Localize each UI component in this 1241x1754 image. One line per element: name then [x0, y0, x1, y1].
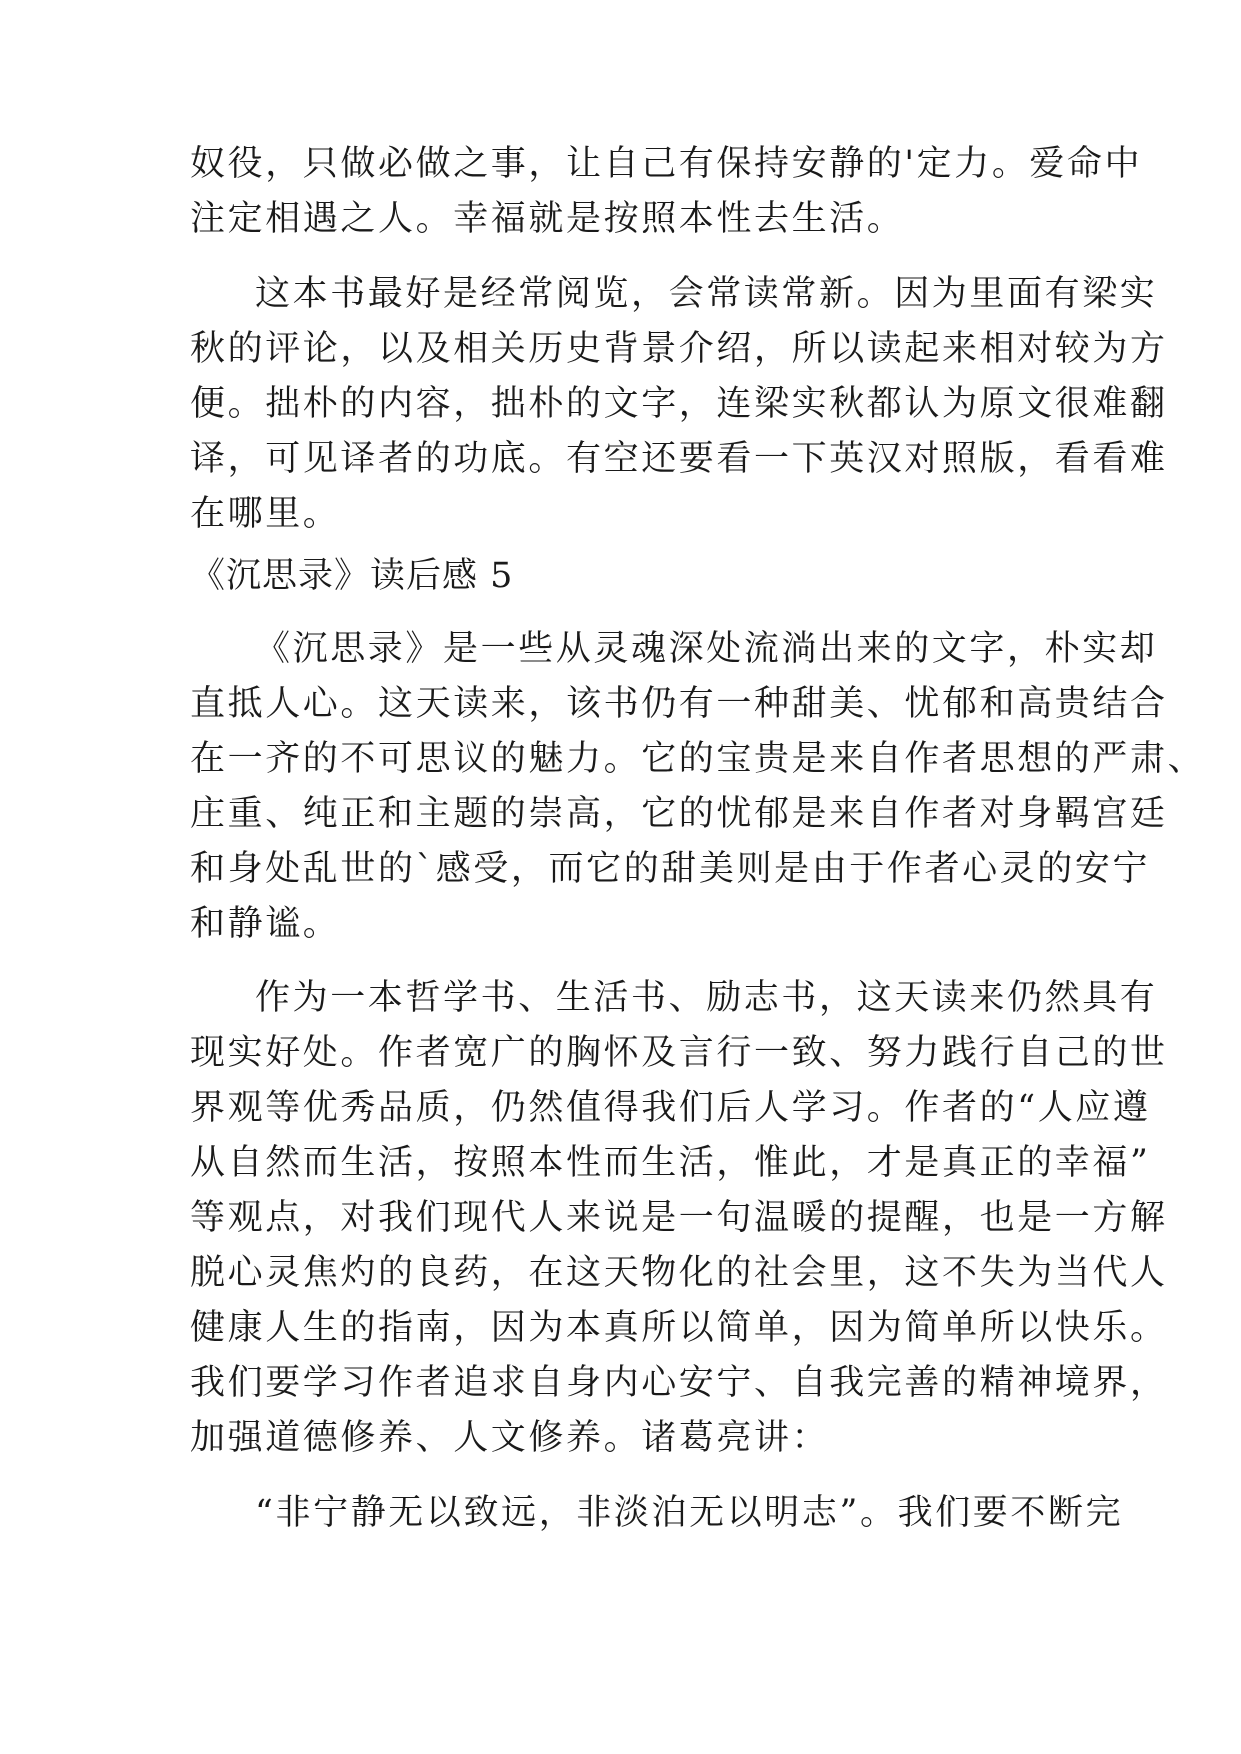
paragraph-first-line: 这本书最好是经常阅览，会常读常新。因为里面有梁实 — [255, 274, 1158, 314]
text-line: 直抵人心。这天读来，该书仍有一种甜美、忧郁和高贵结合 — [190, 684, 1168, 724]
paragraph-first-line: 《沉思录》是一些从灵魂深处流淌出来的文字，朴实却 — [255, 629, 1158, 669]
text-line: 庄重、纯正和主题的崇高，它的忧郁是来自作者对身羁宫廷 — [190, 794, 1168, 834]
text-line: 便。拙朴的内容，拙朴的文字，连梁实秋都认为原文很难翻 — [190, 384, 1168, 424]
text-line: 在一齐的不可思议的魅力。它的宝贵是来自作者思想的严肃、 — [190, 739, 1206, 779]
text-line: 和身处乱世的`感受，而它的甜美则是由于作者心灵的安宁 — [190, 849, 1151, 889]
text-line: 和静谧。 — [190, 904, 341, 944]
text-line: 秋的评论，以及相关历史背景介绍，所以读起来相对较为方 — [190, 329, 1168, 369]
text-line: 奴役，只做必做之事，让自己有保持安静的'定力。爱命中 — [190, 144, 1143, 184]
text-line: 脱心灵焦灼的良药，在这天物化的社会里，这不失为当代人 — [190, 1253, 1168, 1293]
text-line: 在哪里。 — [190, 494, 341, 534]
section-heading: 《沉思录》读后感 5 — [190, 556, 514, 596]
text-line: 界观等优秀品质，仍然值得我们后人学习。作者的“人应遵 — [190, 1088, 1151, 1128]
paragraph-first-line: 作为一本哲学书、生活书、励志书，这天读来仍然具有 — [255, 978, 1158, 1018]
text-line: 译，可见译者的功底。有空还要看一下英汉对照版，看看难 — [190, 439, 1168, 479]
text-line: 现实好处。作者宽广的胸怀及言行一致、努力践行自己的世 — [190, 1033, 1168, 1073]
text-line: 等观点，对我们现代人来说是一句温暖的提醒，也是一方解 — [190, 1198, 1168, 1238]
paragraph-first-line: “非宁静无以致远，非淡泊无以明志”。我们要不断完 — [255, 1493, 1124, 1533]
text-line: 注定相遇之人。幸福就是按照本性去生活。 — [190, 199, 905, 239]
text-line: 我们要学习作者追求自身内心安宁、自我完善的精神境界， — [190, 1363, 1168, 1403]
text-line: 加强道德修养、人文修养。诸葛亮讲： — [190, 1418, 830, 1458]
text-line: 从自然而生活，按照本性而生活，惟此，才是真正的幸福” — [190, 1143, 1151, 1183]
text-line: 健康人生的指南，因为本真所以简单，因为简单所以快乐。 — [190, 1308, 1168, 1348]
